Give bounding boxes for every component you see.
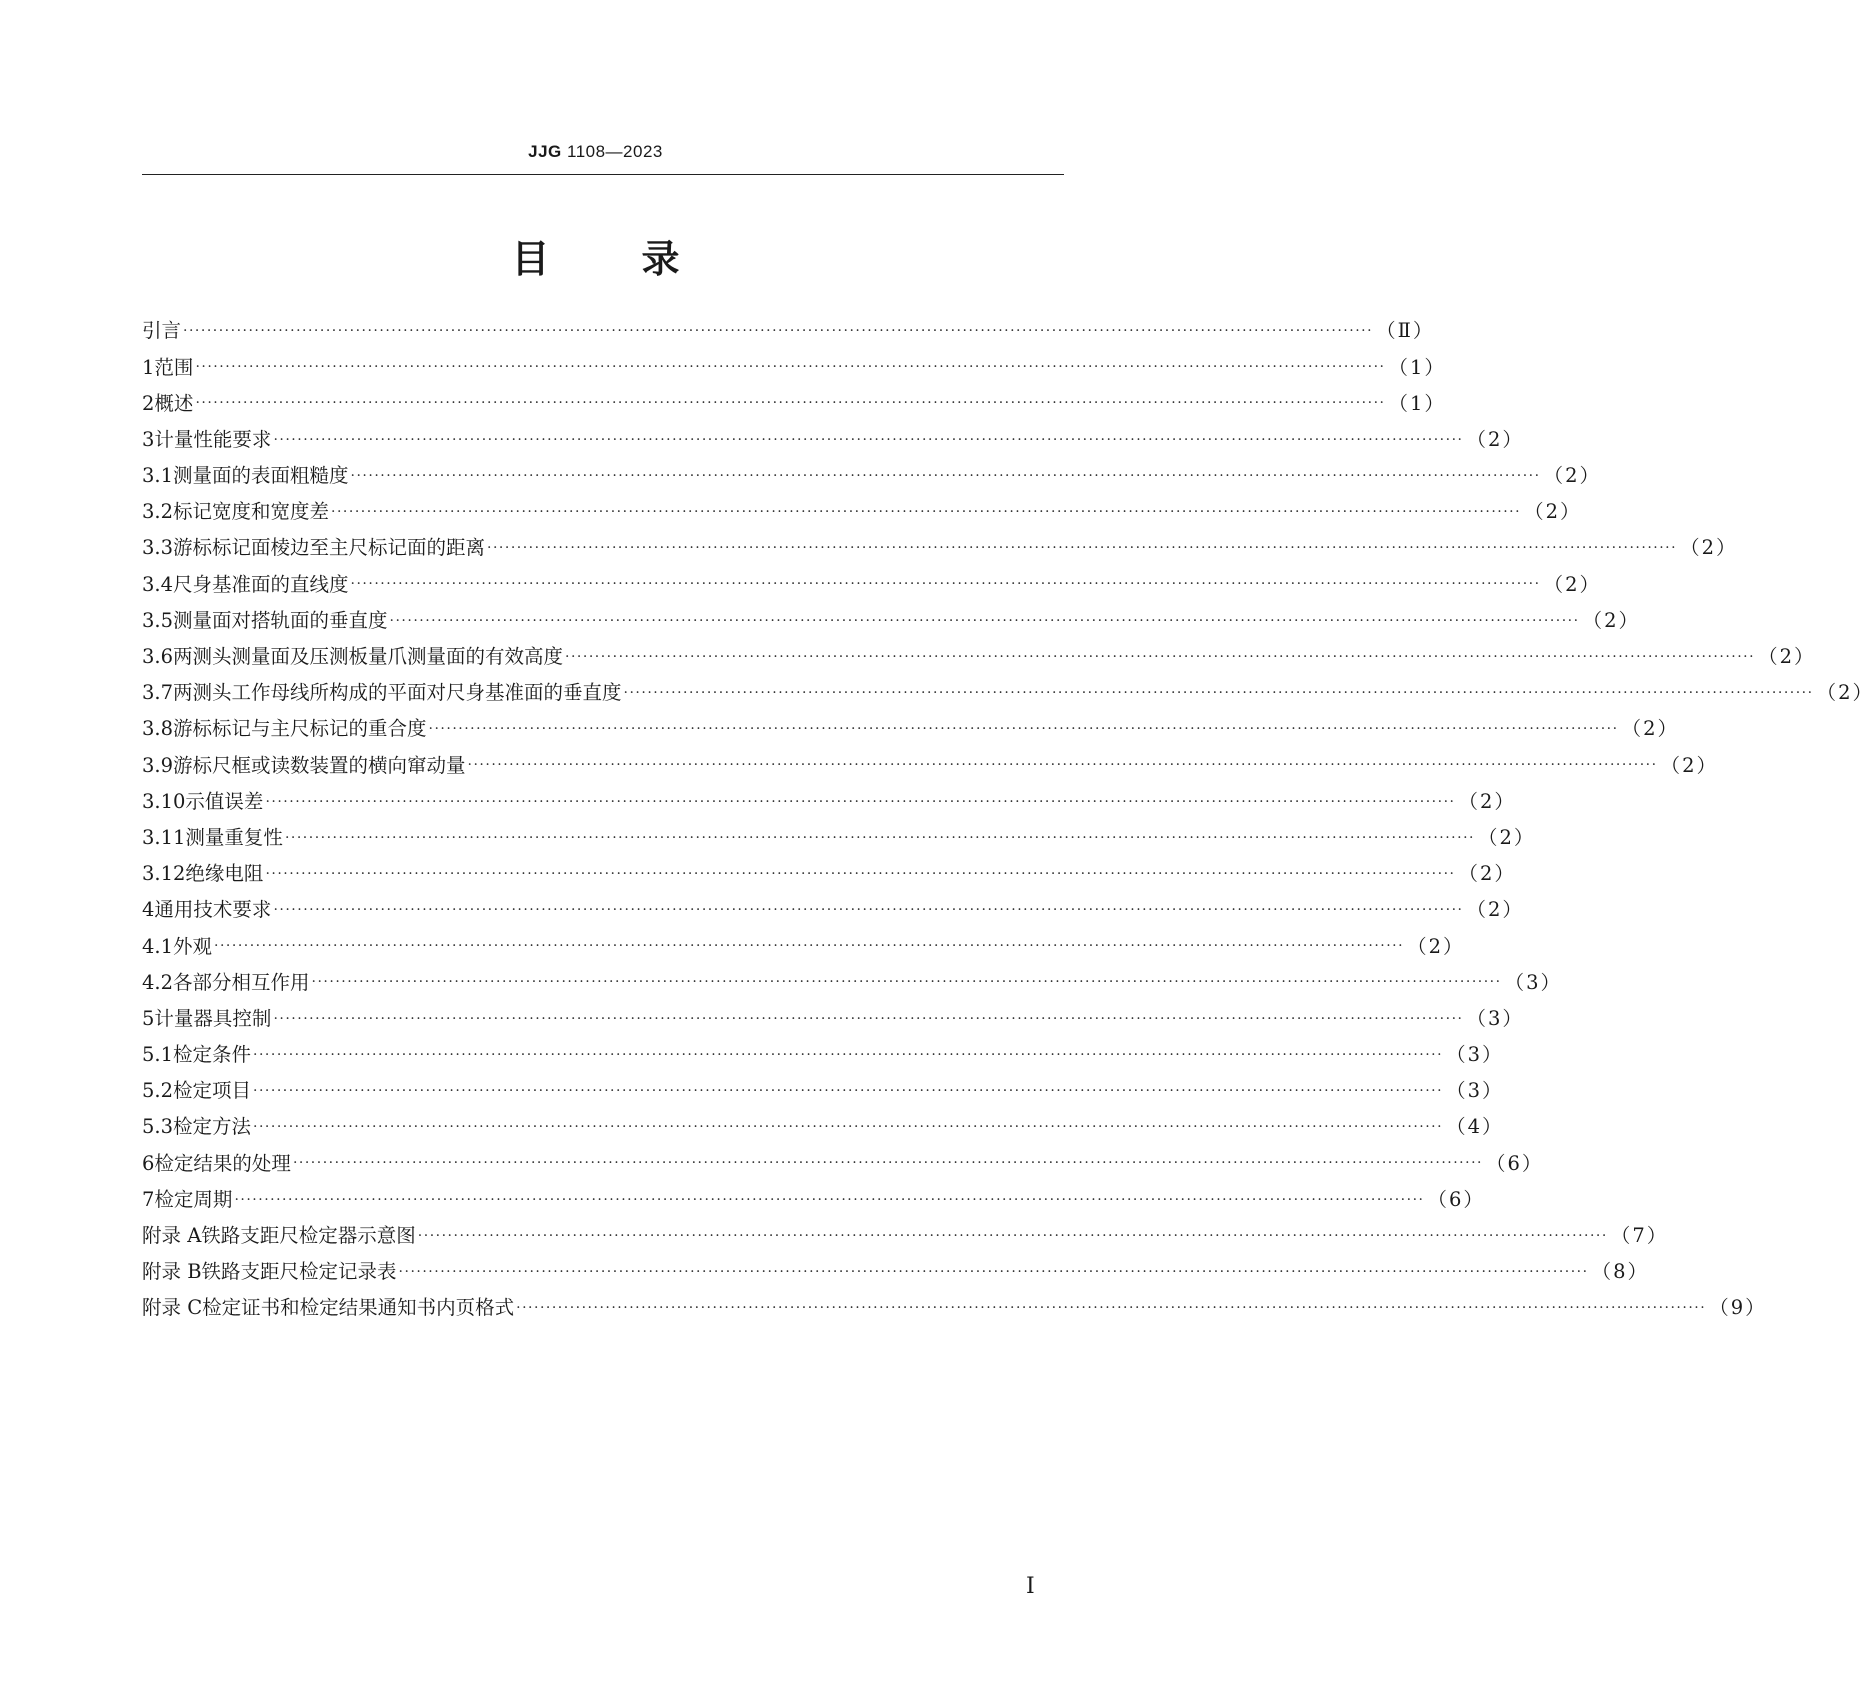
toc-entry-number: 3.7: [142, 681, 174, 705]
toc-entry[interactable]: [142, 422, 1524, 458]
toc-entry[interactable]: [142, 783, 1516, 819]
toc-entry[interactable]: [142, 747, 1718, 783]
toc-entry[interactable]: [142, 1037, 1504, 1073]
toc-entry-page: （1）: [1388, 391, 1446, 415]
toc-entry-label: 计量性能要求: [154, 427, 272, 451]
toc-entry-page: （2）: [1582, 608, 1640, 632]
toc-entry-number: 5.2: [142, 1079, 174, 1103]
toc-entry[interactable]: [142, 349, 1446, 385]
toc-leader-dots: ········································································································································································································: [265, 793, 1456, 810]
toc-entry-page: （2）: [1621, 717, 1679, 741]
toc-leader-dots: ········································································································································································································: [234, 1191, 1425, 1208]
toc-entry[interactable]: [142, 313, 1435, 349]
toc-entry-page: （2）: [1458, 789, 1516, 813]
toc-entry-page: （6）: [1427, 1187, 1485, 1211]
toc-entry-number: 3.4: [142, 572, 174, 596]
toc-entry-number: 5.1: [142, 1043, 174, 1067]
toc-entry[interactable]: [142, 1001, 1524, 1037]
toc-entry-label: 绝缘电阻: [185, 862, 264, 886]
toc-leader-dots: ········································································································································································································: [311, 974, 1502, 991]
toc-entry-page: （3）: [1466, 1006, 1524, 1030]
toc-leader-dots: ········································································································································································································: [417, 1227, 1608, 1244]
toc-entry-label: 铁路支距尺检定器示意图: [201, 1224, 416, 1248]
toc-entry-label: 范围: [154, 355, 194, 379]
toc-entry[interactable]: [142, 1145, 1544, 1181]
toc-entry-page: （2）: [1477, 825, 1536, 849]
toc-leader-dots: ········································································································································································································: [292, 1155, 1483, 1172]
toc-entry[interactable]: [142, 1182, 1485, 1218]
toc-leader-dots: ········································································································································································································: [253, 1083, 1444, 1100]
toc-entry-number: 3.3: [142, 536, 174, 560]
toc-leader-dots: ········································································································································································································: [273, 431, 1464, 448]
toc-entry-label: 两测头工作母线所构成的平面对尺身基准面的垂直度: [173, 681, 622, 705]
toc-entry-number: 3.2: [142, 500, 174, 524]
toc-entry-label: 通用技术要求: [154, 898, 272, 922]
toc-entry-number: 4.2: [142, 970, 174, 994]
standard-code-header: [0, 142, 1191, 162]
table-of-contents: [142, 313, 1874, 1326]
toc-entry-label: 游标标记面棱边至主尺标记面的距离: [173, 536, 486, 560]
toc-leader-dots: ········································································································································································································: [214, 938, 1405, 955]
toc-entry[interactable]: [142, 856, 1516, 892]
toc-entry-page: （2）: [1466, 427, 1524, 451]
toc-entry-page: （2）: [1660, 753, 1718, 777]
toc-entry-number: 4.1: [142, 934, 174, 958]
toc-entry-number: 6: [142, 1151, 155, 1175]
toc-leader-dots: ········································································································································································································: [273, 902, 1464, 919]
toc-leader-dots: ········································································································································································································: [350, 467, 1541, 484]
toc-entry-label: 检定项目: [173, 1079, 252, 1103]
toc-title: [0, 228, 1191, 283]
toc-entry-label: 测量重复性: [185, 825, 283, 849]
toc-leader-dots: ········································································································································································································: [350, 576, 1541, 593]
toc-leader-dots: ········································································································································································································: [398, 1263, 1589, 1280]
toc-title-char-1: 目: [511, 237, 550, 281]
toc-entry-page: （9）: [1709, 1296, 1767, 1320]
toc-entry-page: （2）: [1458, 862, 1516, 886]
toc-entry[interactable]: [142, 964, 1562, 1000]
toc-entry[interactable]: [142, 1073, 1504, 1109]
toc-entry-page: （2）: [1466, 898, 1524, 922]
toc-entry-number: 附录 C: [142, 1296, 203, 1320]
toc-entry-label: 各部分相互作用: [173, 970, 310, 994]
toc-entry-label: 检定条件: [173, 1043, 252, 1067]
toc-entry[interactable]: [142, 928, 1465, 964]
toc-entry[interactable]: [142, 566, 1601, 602]
toc-entry-label: 计量器具控制: [154, 1006, 272, 1030]
toc-entry-label: 概述: [154, 391, 194, 415]
toc-leader-dots: ········································································································································································································: [273, 1010, 1464, 1027]
standard-code-prefix: JJG: [528, 142, 562, 161]
toc-entry-label: 示值误差: [185, 789, 264, 813]
toc-leader-dots: ········································································································································································································: [195, 359, 1386, 376]
toc-leader-dots: ········································································································································································································: [253, 1119, 1444, 1136]
toc-entry-label: 测量面对搭轨面的垂直度: [173, 608, 388, 632]
toc-leader-dots: ········································································································································································································: [516, 1300, 1707, 1317]
toc-entry-label: 检定周期: [154, 1187, 233, 1211]
toc-leader-dots: ········································································································································································································: [428, 721, 1619, 738]
page-folio: Ⅰ: [1026, 1574, 1035, 1599]
toc-entry-number: 7: [142, 1187, 155, 1211]
toc-leader-dots: ········································································································································································································: [253, 1046, 1444, 1063]
toc-leader-dots: ········································································································································································································: [183, 323, 1374, 340]
toc-leader-dots: ········································································································································································································: [467, 757, 1658, 774]
toc-leader-dots: ········································································································································································································: [623, 684, 1814, 701]
toc-entry-number: 2: [142, 391, 155, 415]
toc-entry-page: （2）: [1816, 681, 1874, 705]
toc-entry[interactable]: [142, 458, 1601, 494]
toc-entry-page: （6）: [1485, 1151, 1544, 1175]
toc-entry-number: 3: [142, 427, 155, 451]
toc-entry-page: （Ⅱ）: [1376, 319, 1435, 343]
toc-leader-dots: ········································································································································································································: [565, 648, 1756, 665]
toc-entry[interactable]: [142, 711, 1679, 747]
toc-entry-number: 3.6: [142, 645, 174, 669]
toc-entry[interactable]: [142, 1109, 1504, 1145]
toc-entry[interactable]: [142, 385, 1446, 421]
toc-entry[interactable]: [142, 639, 1816, 675]
toc-leader-dots: ········································································································································································································: [331, 504, 1522, 521]
toc-entry-page: （4）: [1446, 1115, 1504, 1139]
toc-entry-page: （2）: [1680, 536, 1738, 560]
toc-entry-label: 检定证书和检定结果通知书内页格式: [202, 1296, 515, 1320]
toc-entry-number: 3.11: [142, 825, 186, 849]
toc-entry-page: （3）: [1446, 1079, 1504, 1103]
toc-entry[interactable]: [142, 1254, 1650, 1290]
toc-entry-page: （7）: [1610, 1224, 1669, 1248]
toc-entry-number: 1: [142, 355, 155, 379]
toc-entry[interactable]: [142, 603, 1640, 639]
toc-title-char-2: 录: [641, 237, 680, 281]
toc-leader-dots: ········································································································································································································: [284, 829, 1475, 846]
toc-entry-label: 检定方法: [173, 1115, 252, 1139]
toc-entry-label: 铁路支距尺检定记录表: [201, 1260, 397, 1284]
toc-entry[interactable]: [142, 530, 1738, 566]
toc-entry-page: （3）: [1446, 1043, 1504, 1067]
toc-entry-label: 测量面的表面粗糙度: [173, 464, 349, 488]
toc-entry-page: （8）: [1591, 1260, 1650, 1284]
toc-entry-number: 3.5: [142, 608, 174, 632]
toc-entry[interactable]: [142, 1218, 1669, 1254]
toc-entry-number: 附录 B: [142, 1260, 202, 1284]
toc-entry-number: 3.10: [142, 789, 186, 813]
toc-entry-number: 3.8: [142, 717, 174, 741]
toc-leader-dots: ········································································································································································································: [265, 865, 1456, 882]
toc-entry-page: （2）: [1758, 645, 1816, 669]
header-rule: [142, 174, 1064, 175]
toc-entry-label: 标记宽度和宽度差: [173, 500, 330, 524]
toc-entry-label: 游标尺框或读数装置的横向窜动量: [173, 753, 466, 777]
toc-entry-number: 5: [142, 1006, 155, 1030]
toc-entry-number: 5.3: [142, 1115, 174, 1139]
toc-entry[interactable]: [142, 675, 1874, 711]
toc-entry[interactable]: [142, 892, 1524, 928]
toc-leader-dots: ········································································································································································································: [195, 395, 1386, 412]
toc-entry-page: （3）: [1504, 970, 1562, 994]
toc-entry-number: 3.12: [142, 862, 186, 886]
toc-entry-page: （2）: [1524, 500, 1582, 524]
toc-entry-number: 3.1: [142, 464, 174, 488]
toc-entry-label: 引言: [142, 319, 182, 343]
toc-entry-page: （2）: [1407, 934, 1465, 958]
toc-entry-label: 两测头测量面及压测板量爪测量面的有效高度: [173, 645, 564, 669]
toc-entry[interactable]: [142, 494, 1582, 530]
toc-entry-label: 外观: [173, 934, 213, 958]
toc-entry-page: （2）: [1543, 572, 1601, 596]
toc-entry[interactable]: [142, 1290, 1767, 1326]
toc-entry-number: 3.9: [142, 753, 174, 777]
toc-entry-page: （2）: [1543, 464, 1601, 488]
toc-entry[interactable]: [142, 820, 1536, 856]
toc-entry-number: 4: [142, 898, 155, 922]
toc-entry-label: 检定结果的处理: [154, 1151, 291, 1175]
toc-entry-number: 附录 A: [142, 1224, 202, 1248]
toc-leader-dots: ········································································································································································································: [389, 612, 1580, 629]
toc-leader-dots: ········································································································································································································: [487, 540, 1678, 557]
toc-entry-label: 游标标记与主尺标记的重合度: [173, 717, 427, 741]
toc-entry-page: （1）: [1388, 355, 1446, 379]
toc-entry-label: 尺身基准面的直线度: [173, 572, 349, 596]
standard-code-number: 1108—2023: [567, 142, 663, 161]
